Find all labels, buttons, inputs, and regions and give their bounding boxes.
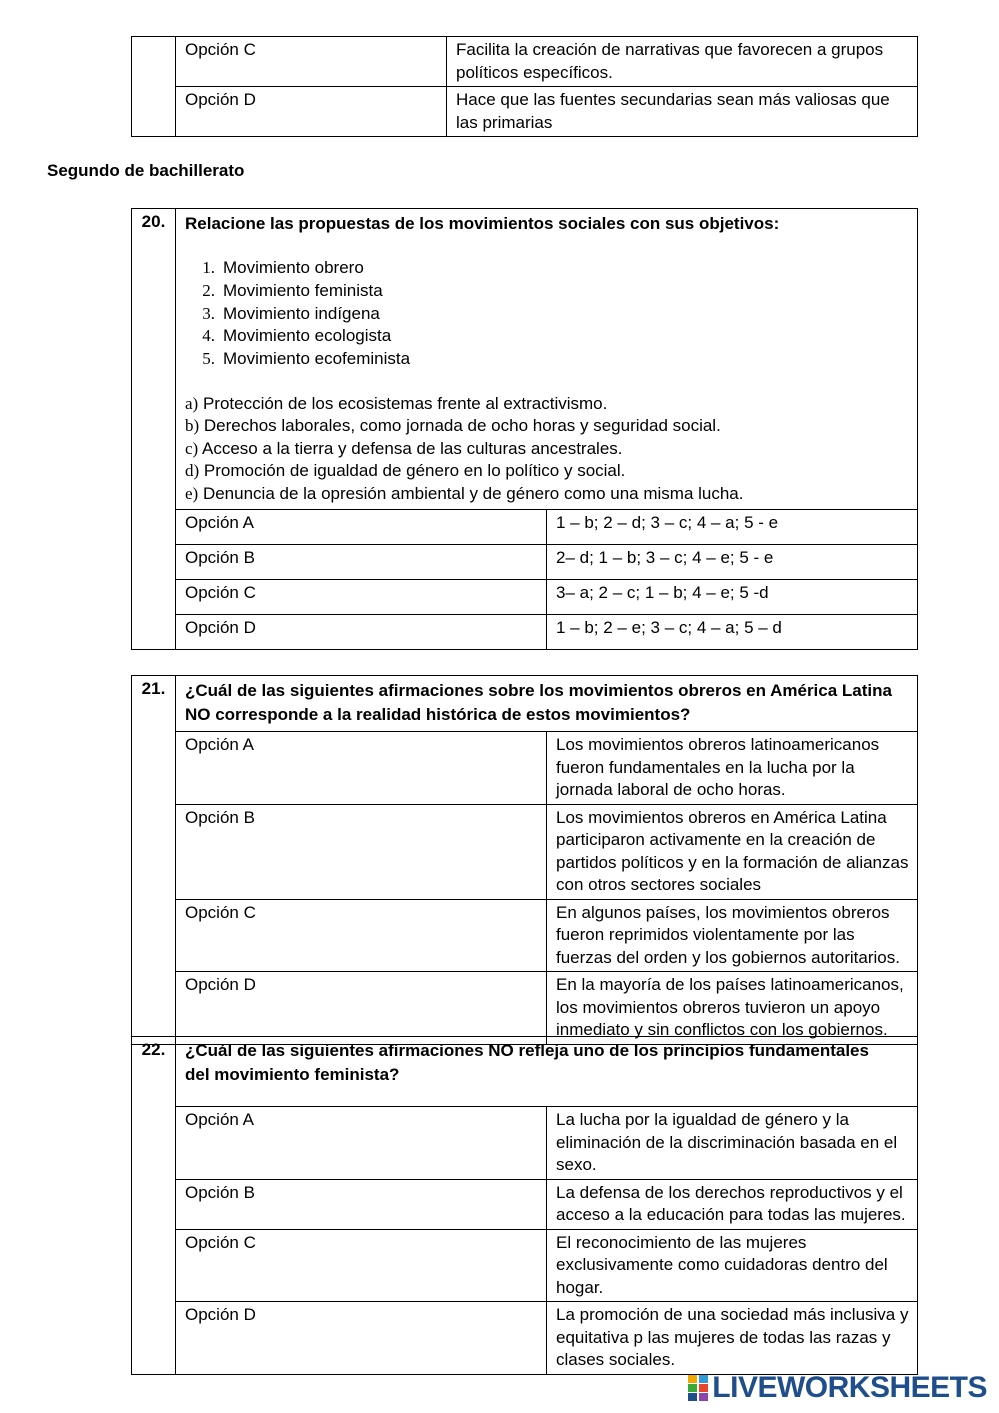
list-item: 3. Movimiento indígena	[202, 303, 380, 323]
option-text: Facilita la creación de narrativas que favorecen a grupos políticos específicos.	[447, 37, 918, 87]
question-text: ¿Cuál de las siguientes afirmaciones sobre los movimientos obreros en América Latina NO corresponde a la realidad histórica de estos movimientos?	[176, 676, 918, 732]
option-label: Opción C	[176, 1229, 547, 1302]
option-row	[132, 1107, 918, 1180]
option-row	[132, 1229, 918, 1302]
question-prompt-cell	[176, 209, 918, 510]
liveworksheets-logo	[687, 1372, 987, 1404]
option-row	[132, 580, 918, 615]
question-20-table	[131, 208, 918, 650]
option-row	[132, 87, 918, 137]
list-item: a) Protección de los ecosistemas frente al extractivismo.	[185, 393, 608, 413]
question-21-table	[131, 675, 918, 1045]
question-number: 22.	[132, 1037, 176, 1375]
option-row	[132, 899, 918, 972]
option-row	[132, 804, 918, 899]
option-text: 3– a; 2 – c; 1 – b; 4 – e; 5 -d	[547, 580, 918, 615]
list-item: 4. Movimiento ecologista	[202, 326, 392, 346]
option-label: Opción B	[176, 804, 547, 899]
option-label: Opción D	[176, 87, 447, 137]
list-item: 2. Movimiento feminista	[202, 280, 383, 300]
option-label: Opción A	[176, 732, 547, 805]
option-text: Los movimientos obreros latinoamericanos fueron fundamentales en la lucha por la jornada laboral de ocho horas.	[547, 732, 918, 805]
option-text: El reconocimiento de las mujeres exclusivamente como cuidadoras dentro del hogar.	[547, 1229, 918, 1302]
liveworksheets-logo-icon	[687, 1373, 709, 1403]
section-title: Segundo de bachillerato	[47, 161, 245, 180]
option-row	[132, 37, 918, 87]
option-row	[132, 1302, 918, 1375]
option-label: Opción A	[176, 510, 547, 545]
previous-question-table	[131, 36, 918, 137]
question-text: ¿Cuál de las siguientes afirmaciones NO refleja uno de los principios fundamentales	[185, 1041, 869, 1060]
option-text: 2– d; 1 – b; 3 – c; 4 – e; 5 - e	[547, 545, 918, 580]
objectives-list	[185, 393, 908, 506]
list-item: 1. Movimiento obrero	[202, 258, 364, 277]
option-row	[132, 510, 918, 545]
logo-text: LIVEWORKSHEETS	[712, 1371, 987, 1404]
option-row	[132, 972, 918, 1045]
option-text: En algunos países, los movimientos obreros fueron reprimidos violentamente por las fuerzas del orden y los gobiernos autoritarios.	[547, 899, 918, 972]
option-row	[132, 545, 918, 580]
option-text: 1 – b; 2 – d; 3 – c; 4 – a; 5 - e	[547, 510, 918, 545]
list-item: 5. Movimiento ecofeminista	[202, 349, 411, 369]
option-text: Los movimientos obreros en América Latina participaron activamente en la creación de partidos políticos y en la formación de alianzas con otros sectores sociales	[547, 804, 918, 899]
option-text: Hace que las fuentes secundarias sean más valiosas que las primarias	[447, 87, 918, 137]
option-row	[132, 1179, 918, 1229]
option-text: La lucha por la igualdad de género y la eliminación de la discriminación basada en el sexo.	[547, 1107, 918, 1180]
option-label: Opción A	[176, 1107, 547, 1180]
option-label: Opción D	[176, 615, 547, 650]
question-number: 20.	[132, 209, 176, 650]
option-text: 1 – b; 2 – e; 3 – c; 4 – a; 5 – d	[547, 615, 918, 650]
option-row	[132, 732, 918, 805]
option-label: Opción C	[176, 37, 447, 87]
movement-list	[185, 257, 908, 371]
list-item: e) Denuncia de la opresión ambiental y de género como una misma lucha.	[185, 483, 744, 503]
option-label: Opción D	[176, 1302, 547, 1375]
list-item: b) Derechos laborales, como jornada de ocho horas y seguridad social.	[185, 416, 721, 436]
option-label: Opción C	[176, 899, 547, 972]
option-label: Opción B	[176, 1179, 547, 1229]
question-prompt-cell	[176, 1037, 918, 1107]
question-number: 21.	[132, 676, 176, 1045]
option-text: La promoción de una sociedad más inclusiva y equitativa p las mujeres de todas las razas y clases sociales.	[547, 1302, 918, 1375]
list-item: d) Promoción de igualdad de género en lo político y social.	[185, 461, 626, 481]
question-22-table	[131, 1036, 918, 1375]
question-number-cell	[132, 37, 176, 137]
option-text: La defensa de los derechos reproductivos y el acceso a la educación para todas las mujeres.	[547, 1179, 918, 1229]
question-text: Relacione las propuestas de los movimientos sociales con sus objetivos:	[185, 214, 780, 233]
option-label: Opción B	[176, 545, 547, 580]
option-label: Opción C	[176, 580, 547, 615]
option-row	[132, 615, 918, 650]
option-text: En la mayoría de los países latinoamericanos, los movimientos obreros tuvieron un apoyo inmediato y sin conflictos con los gobiernos.	[547, 972, 918, 1045]
option-label: Opción D	[176, 972, 547, 1045]
question-text-continued: del movimiento feminista?	[185, 1065, 400, 1084]
list-item: c) Acceso a la tierra y defensa de las culturas ancestrales.	[185, 438, 623, 458]
